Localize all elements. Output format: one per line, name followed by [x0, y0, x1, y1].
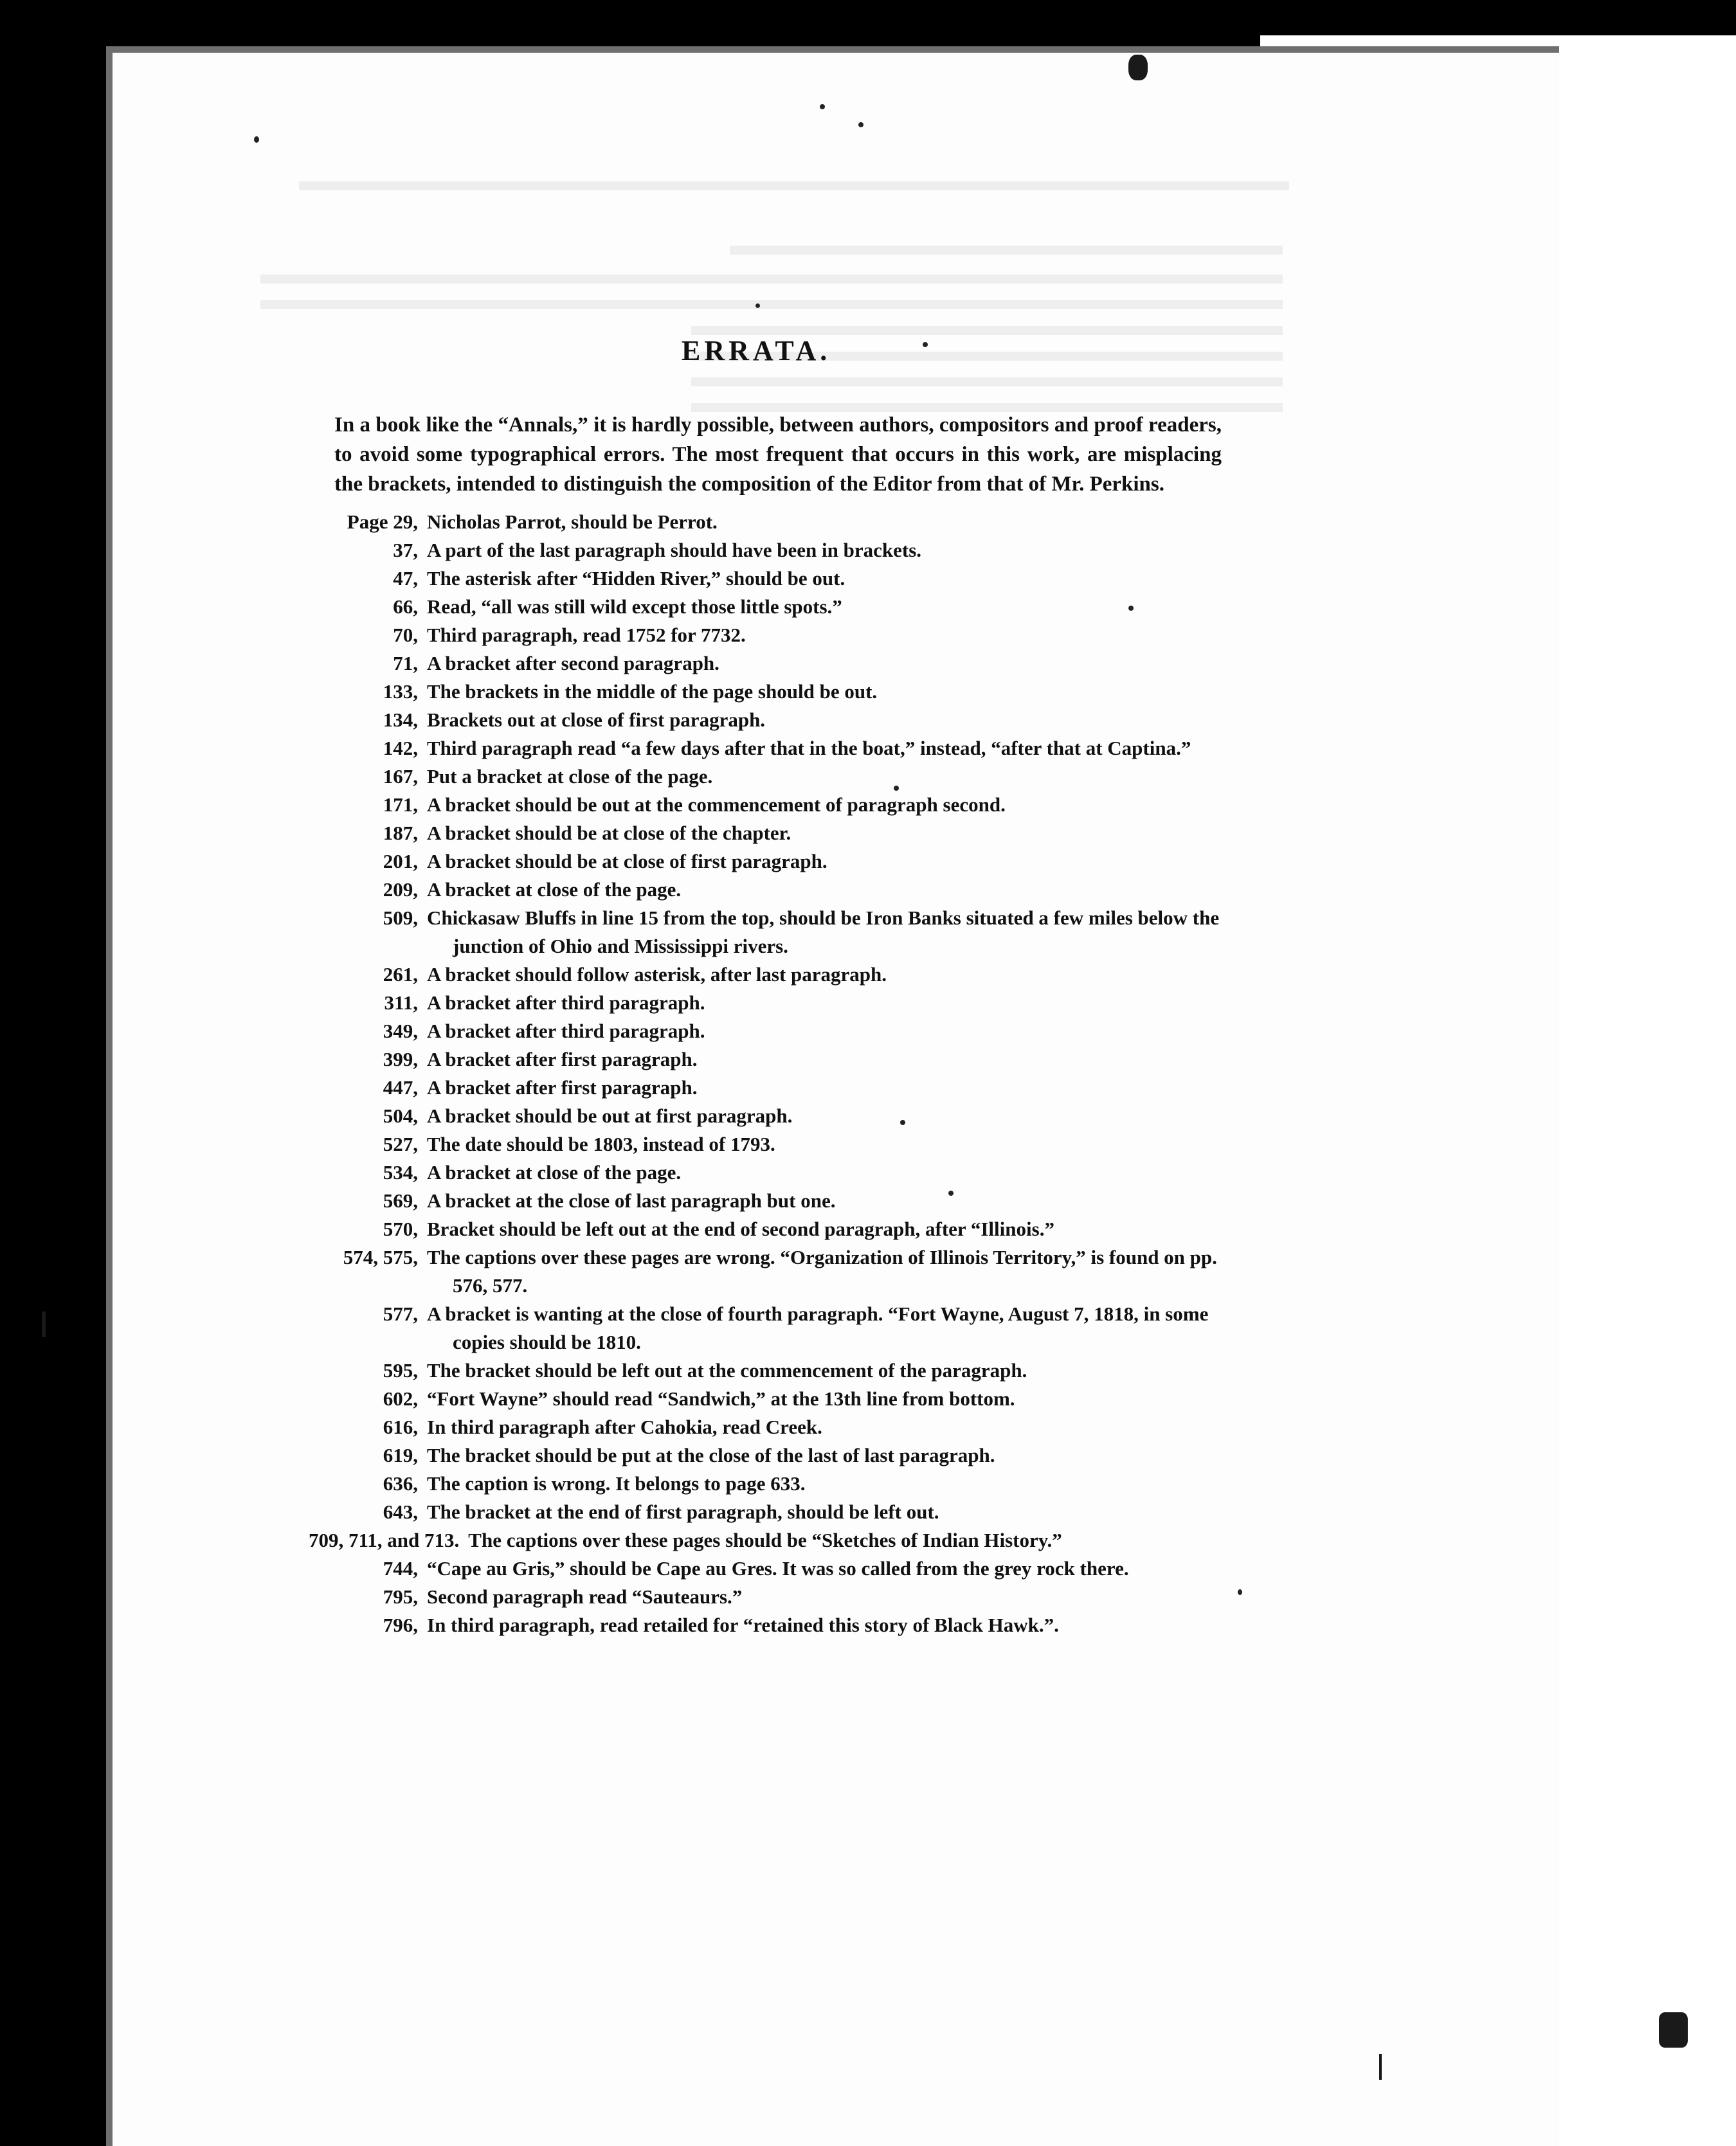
errata-entry	[309, 904, 1234, 960]
errata-entry	[309, 678, 1234, 706]
entry-page-number: 602,	[383, 1387, 418, 1410]
entry-correction-text: The bracket should be left out at the commencement of the paragraph.	[427, 1359, 1027, 1382]
entry-correction-text: Read, “all was still wild except those little spots.”	[427, 595, 842, 618]
entry-correction-text: A bracket after first paragraph.	[427, 1048, 698, 1070]
errata-entry	[309, 1300, 1234, 1357]
bleed-through-line	[691, 377, 1283, 386]
errata-entry	[309, 1441, 1234, 1470]
entry-correction-text: Third paragraph, read 1752 for 7732.	[427, 624, 746, 646]
errata-entry	[309, 1215, 1234, 1243]
errata-entry	[309, 508, 1234, 536]
entry-page-number: 209,	[383, 878, 418, 901]
entry-correction-text: A bracket should be at close of first paragraph.	[427, 850, 827, 872]
errata-entry	[309, 649, 1234, 678]
errata-entry	[309, 989, 1234, 1017]
scan-smudge	[1379, 2054, 1382, 2080]
entry-correction-text: Nicholas Parrot, should be Perrot.	[427, 510, 718, 533]
entry-correction-text: Second paragraph read “Sauteaurs.”	[427, 1585, 743, 1608]
entry-correction-text: The captions over these pages should be “Sketches of Indian History.”	[468, 1529, 1062, 1551]
errata-entry	[309, 1470, 1234, 1498]
entry-correction-text: A bracket after third paragraph.	[427, 991, 705, 1014]
errata-entry	[309, 1102, 1234, 1130]
bleed-through-line	[299, 181, 1289, 190]
ink-speck	[923, 342, 928, 347]
entry-page-number: 70,	[393, 624, 418, 646]
errata-entry	[309, 1045, 1234, 1074]
errata-entry	[309, 762, 1234, 791]
ink-speck	[755, 303, 760, 308]
entry-page-number: 37,	[393, 539, 418, 561]
entry-page-number: 447,	[383, 1076, 418, 1099]
entry-correction-text: The captions over these pages are wrong. “Organization of Illinois Territory,” is found on pp. 576, 577.	[427, 1246, 1217, 1297]
entry-page-number: 796,	[383, 1614, 418, 1636]
entry-page-number: 534,	[383, 1161, 418, 1184]
entry-page-number: 569,	[383, 1189, 418, 1212]
errata-entry	[309, 706, 1234, 734]
ink-speck	[1238, 1589, 1242, 1595]
entry-page-number: 619,	[383, 1444, 418, 1466]
entry-page-number: 349,	[383, 1020, 418, 1042]
entry-page-number: 570,	[383, 1218, 418, 1240]
entry-correction-text: A bracket at close of the page.	[427, 1161, 682, 1184]
entry-page-number: 709, 711, and 713.	[309, 1529, 460, 1551]
entry-correction-text: In third paragraph, read retailed for “retained this story of Black Hawk.”.	[427, 1614, 1059, 1636]
errata-entry	[309, 1526, 1234, 1555]
entry-page-number: 527,	[383, 1133, 418, 1155]
scan-smudge	[1659, 2012, 1688, 2048]
errata-entry	[309, 1159, 1234, 1187]
entry-correction-text: “Cape au Gris,” should be Cape au Gres. It was so called from the grey rock there.	[427, 1557, 1129, 1580]
scan-smudge	[42, 1312, 46, 1337]
entry-correction-text: A part of the last paragraph should have been in brackets.	[427, 539, 922, 561]
entry-correction-text: The brackets in the middle of the page should be out.	[427, 680, 878, 703]
entry-correction-text: A bracket should follow asterisk, after last paragraph.	[427, 963, 887, 986]
entry-correction-text: A bracket after first paragraph.	[427, 1076, 698, 1099]
entry-page-number: 399,	[383, 1048, 418, 1070]
errata-entry	[309, 1583, 1234, 1611]
entry-correction-text: A bracket after third paragraph.	[427, 1020, 705, 1042]
entry-correction-text: A bracket should be out at the commencement of paragraph second.	[427, 793, 1006, 816]
entry-page-number: 616,	[383, 1416, 418, 1438]
entry-correction-text: A bracket at the close of last paragraph but one.	[427, 1189, 836, 1212]
ink-speck	[820, 104, 825, 109]
entry-page-number: 187,	[383, 822, 418, 844]
scan-smudge	[1128, 55, 1148, 80]
entry-correction-text: Brackets out at close of first paragraph.	[427, 708, 766, 731]
entry-page-number: 577,	[383, 1303, 418, 1325]
entry-page-number: 574, 575,	[343, 1246, 418, 1268]
entry-page-number: 71,	[393, 652, 418, 674]
entry-page-number: 595,	[383, 1359, 418, 1382]
errata-entry	[309, 564, 1234, 593]
errata-entry	[309, 1611, 1234, 1639]
errata-entry	[309, 734, 1234, 762]
entry-correction-text: The date should be 1803, instead of 1793.	[427, 1133, 775, 1155]
entry-page-number: 261,	[383, 963, 418, 986]
errata-entry	[309, 1130, 1234, 1159]
entry-correction-text: Chickasaw Bluffs in line 15 from the top, should be Iron Banks situated a few miles below the junction of Ohio and Mississippi rivers.	[427, 906, 1220, 957]
entry-page-number: 167,	[383, 765, 418, 788]
entry-page-number: 134,	[383, 708, 418, 731]
entry-correction-text: A bracket should be out at first paragraph.	[427, 1105, 793, 1127]
entry-correction-text: A bracket should be at close of the chapter.	[427, 822, 791, 844]
errata-entry	[309, 876, 1234, 904]
errata-entry	[309, 536, 1234, 564]
entry-page-number: 171,	[383, 793, 418, 816]
errata-entry	[309, 1074, 1234, 1102]
entry-correction-text: Third paragraph read “a few days after that in the boat,” instead, “after that at Captina.”	[427, 737, 1191, 759]
bleed-through-line	[691, 326, 1283, 335]
errata-list	[309, 508, 1234, 1639]
errata-entry	[309, 1413, 1234, 1441]
errata-entry	[309, 1187, 1234, 1215]
entry-page-number: 133,	[383, 680, 418, 703]
entry-page-number: 504,	[383, 1105, 418, 1127]
intro-paragraph: In a book like the “Annals,” it is hardly possible, between authors, compositors and proof readers, to avoid some typographical errors. The most frequent that occurs in this work, are misplacing the brackets, intended to distinguish the composition of the Editor from that of Mr. Perkins.	[334, 413, 1222, 496]
entry-correction-text: A bracket at close of the page.	[427, 878, 682, 901]
errata-entry	[309, 791, 1234, 819]
errata-entry	[309, 621, 1234, 649]
entry-correction-text: A bracket after second paragraph.	[427, 652, 719, 674]
entry-correction-text: The caption is wrong. It belongs to page 633.	[427, 1472, 806, 1495]
bleed-through-line	[730, 246, 1283, 255]
entry-page-number: Page 29,	[347, 510, 418, 533]
entry-correction-text: The asterisk after “Hidden River,” should be out.	[427, 567, 845, 590]
entry-correction-text: Put a bracket at close of the page.	[427, 765, 713, 788]
entry-correction-text: In third paragraph after Cahokia, read Creek.	[427, 1416, 822, 1438]
entry-page-number: 47,	[393, 567, 418, 590]
errata-entry	[309, 1555, 1234, 1583]
errata-entry	[309, 1243, 1234, 1300]
errata-entry	[309, 1357, 1234, 1385]
entry-page-number: 795,	[383, 1585, 418, 1608]
page-title: ERRATA.	[682, 335, 831, 366]
entry-page-number: 643,	[383, 1501, 418, 1523]
errata-entry	[309, 593, 1234, 621]
entry-correction-text: The bracket should be put at the close of the last of last paragraph.	[427, 1444, 995, 1466]
entry-correction-text: The bracket at the end of first paragraph, should be left out.	[427, 1501, 939, 1523]
entry-page-number: 636,	[383, 1472, 418, 1495]
errata-entry	[309, 1385, 1234, 1413]
errata-entry	[309, 1017, 1234, 1045]
entry-page-number: 66,	[393, 595, 418, 618]
entry-correction-text: A bracket is wanting at the close of fourth paragraph. “Fort Wayne, August 7, 1818, in some copies should be 1810.	[427, 1303, 1209, 1353]
entry-correction-text: Bracket should be left out at the end of second paragraph, after “Illinois.”	[427, 1218, 1054, 1240]
errata-entry	[309, 1498, 1234, 1526]
errata-entry	[309, 960, 1234, 989]
errata-entry	[309, 847, 1234, 876]
entry-page-number: 201,	[383, 850, 418, 872]
bleed-through-line	[260, 275, 1283, 284]
bleed-through-line	[260, 300, 1283, 309]
entry-correction-text: “Fort Wayne” should read “Sandwich,” at the 13th line from bottom.	[427, 1387, 1015, 1410]
errata-entry	[309, 819, 1234, 847]
entry-page-number: 509,	[383, 906, 418, 929]
entry-page-number: 311,	[384, 991, 418, 1014]
ink-speck	[858, 122, 863, 127]
ink-speck	[254, 136, 259, 143]
entry-page-number: 744,	[383, 1557, 418, 1580]
entry-page-number: 142,	[383, 737, 418, 759]
